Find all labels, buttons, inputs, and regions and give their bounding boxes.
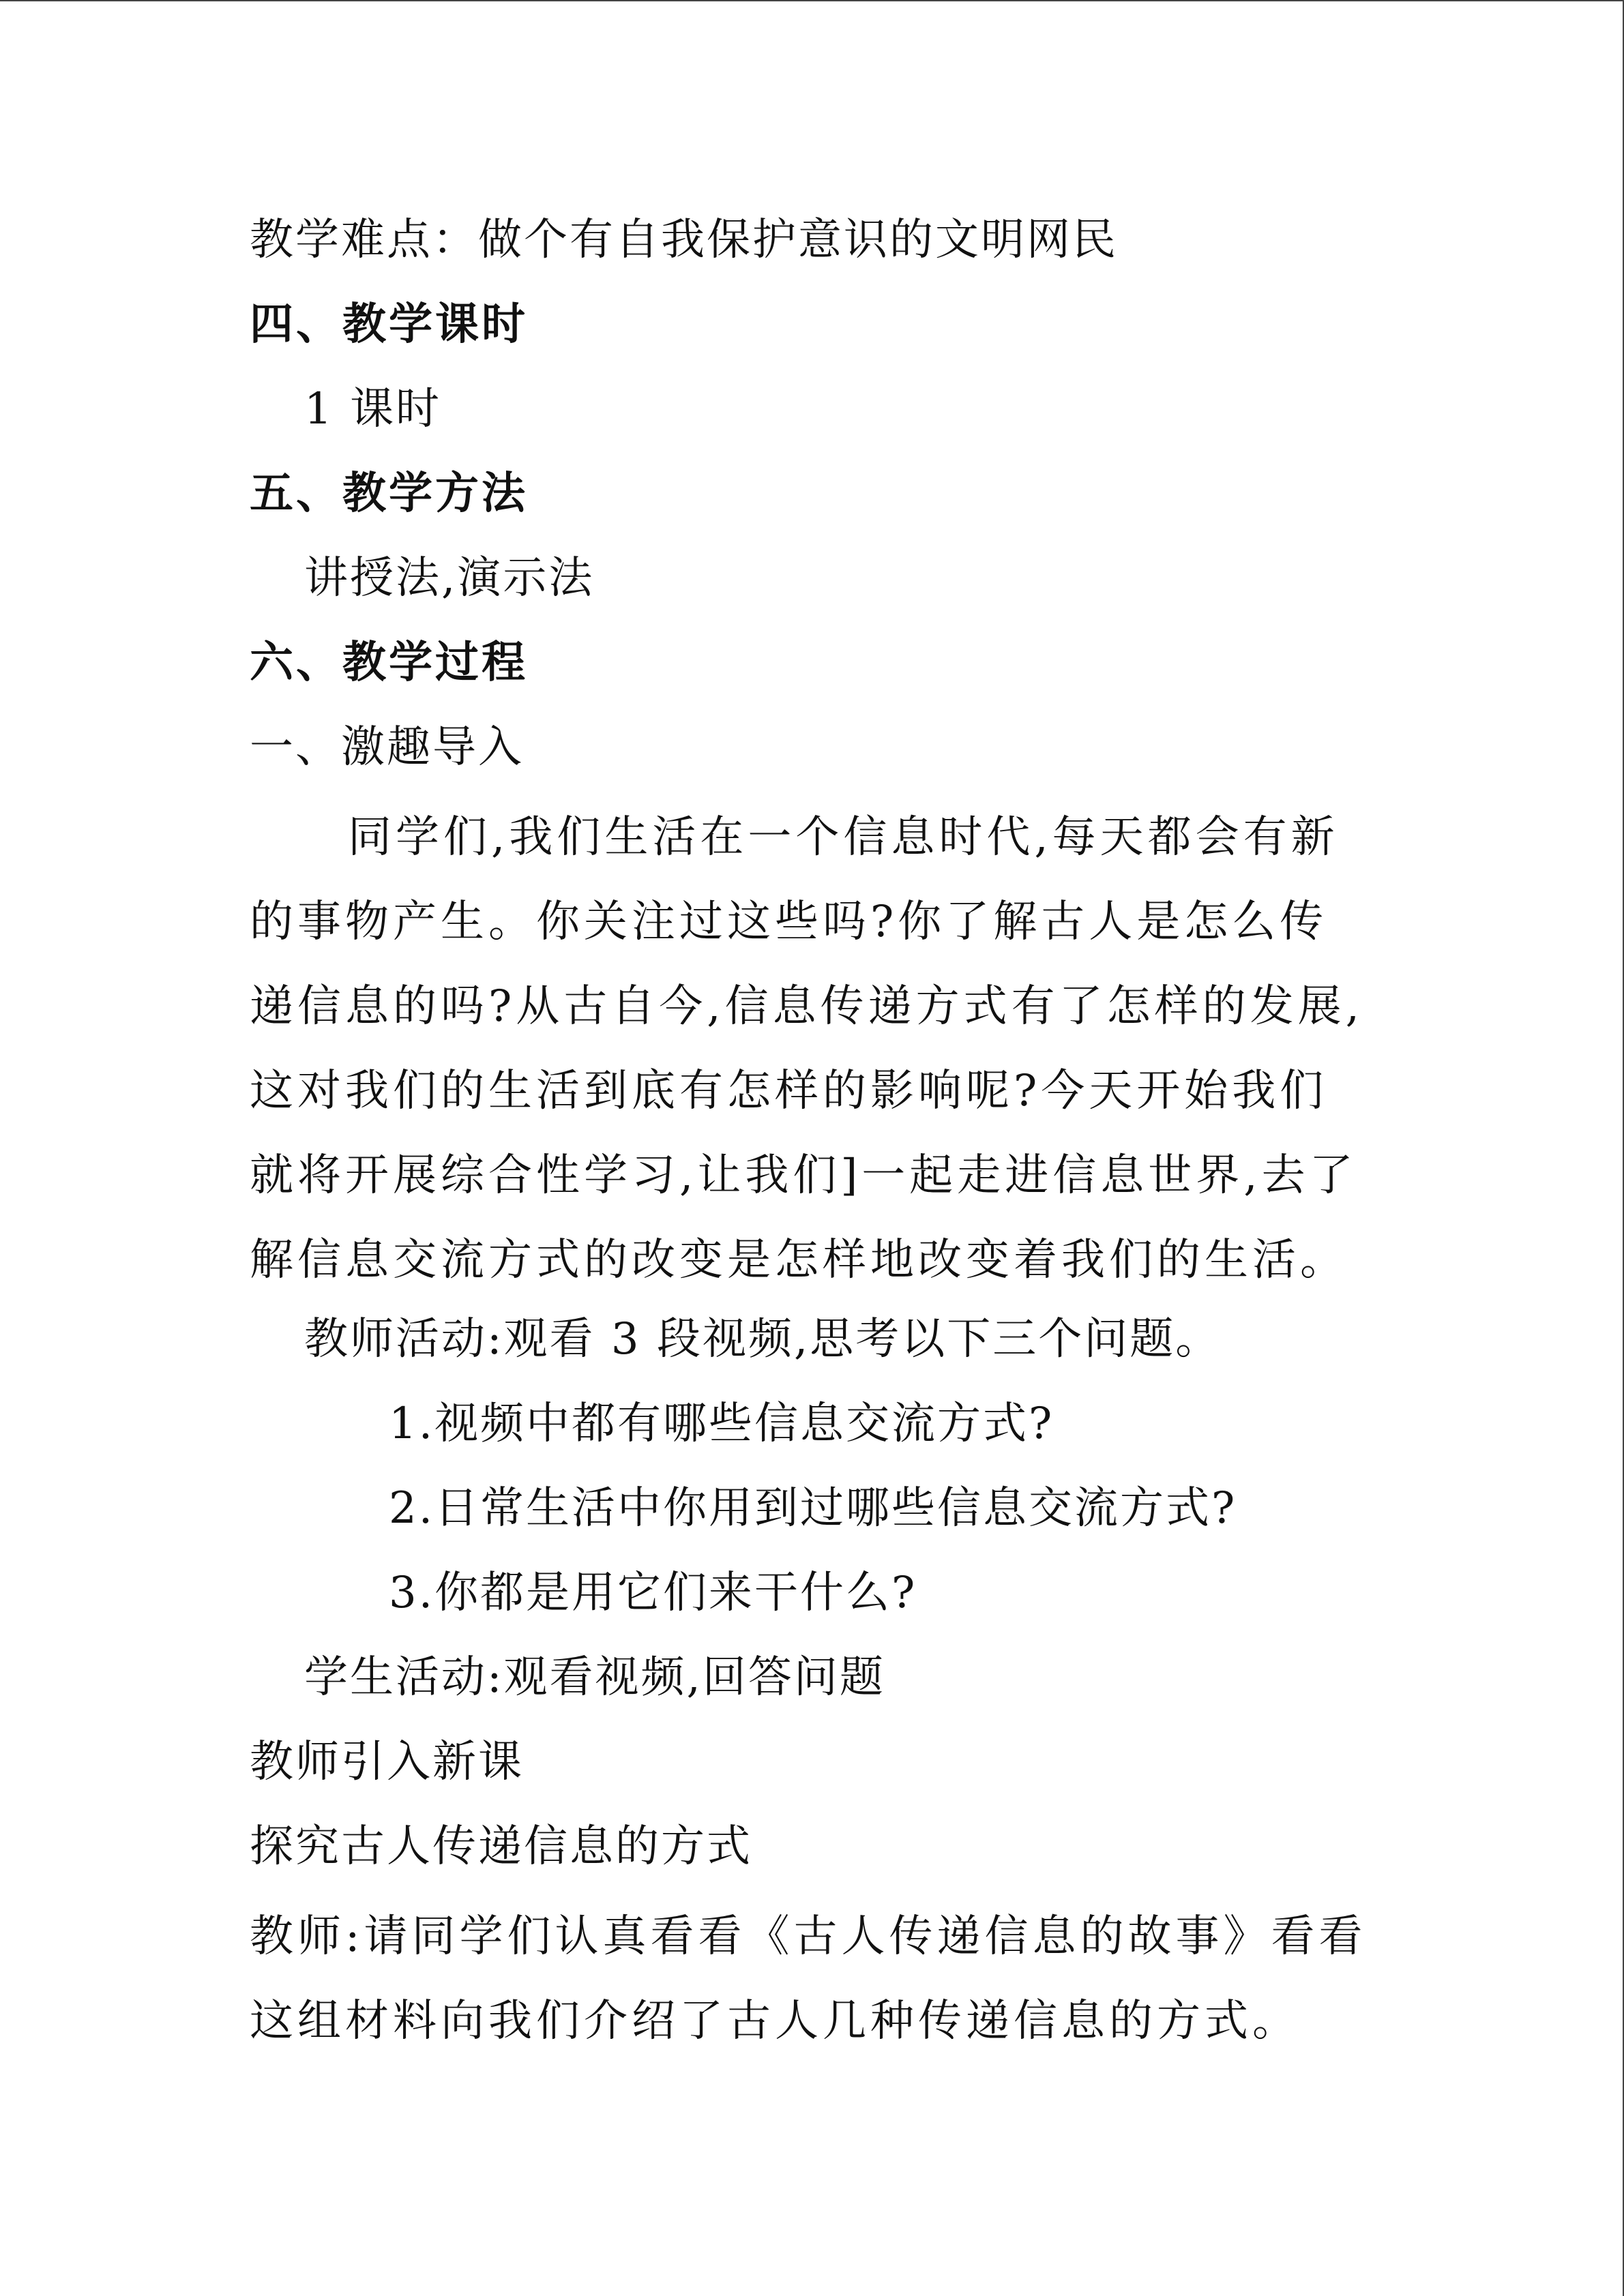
question-item: 1.视频中都有哪些信息交流方式? — [389, 1399, 1054, 1449]
section-heading-class-hours: 四、教学课时 — [250, 299, 528, 350]
teacher-prompt-paragraph: 教师:请同学们认真看看《古人传递信息的故事》看看这组材料向我们介绍了古人几种传递信息的方式。 — [250, 1911, 1367, 2046]
teaching-difficulty-line: 教学难点：做个有自我保护意识的文明网民 — [250, 215, 1118, 265]
step-heading-intro: 一、激趣导入 — [250, 722, 524, 773]
student-activity-line: 学生活动:观看视频,回答问题 — [304, 1652, 885, 1703]
question-item: 2.日常生活中你用到过哪些信息交流方式? — [389, 1483, 1237, 1534]
teacher-intro-line: 教师引入新课 — [250, 1737, 524, 1787]
class-hours-value: 1 课时 — [304, 384, 442, 434]
section-heading-teaching-methods: 五、教学方法 — [250, 468, 528, 519]
intro-paragraph: 同学们,我们生活在一个信息时代,每天都会有新的事物产生。你关注过这些吗?你了解古人是怎么传递信息的吗?从古自今,信息传递方式有了怎样的发展,这对我们的生活到底有怎样的影响呢?今天开始我们就将开展综合性学习,让我们]一起走进信息世界,去了解信息交流方式的改变是怎样地改变着我们的生活。 — [250, 812, 1363, 1285]
teaching-methods-value: 讲授法,演示法 — [304, 553, 595, 603]
question-item: 3.你都是用它们来干什么? — [389, 1568, 917, 1618]
explore-heading: 探究古人传递信息的方式 — [250, 1821, 752, 1872]
teacher-activity-line: 教师活动:观看 3 段视频,思考以下三个问题。 — [304, 1314, 1222, 1365]
section-heading-teaching-process: 六、教学过程 — [250, 638, 528, 688]
